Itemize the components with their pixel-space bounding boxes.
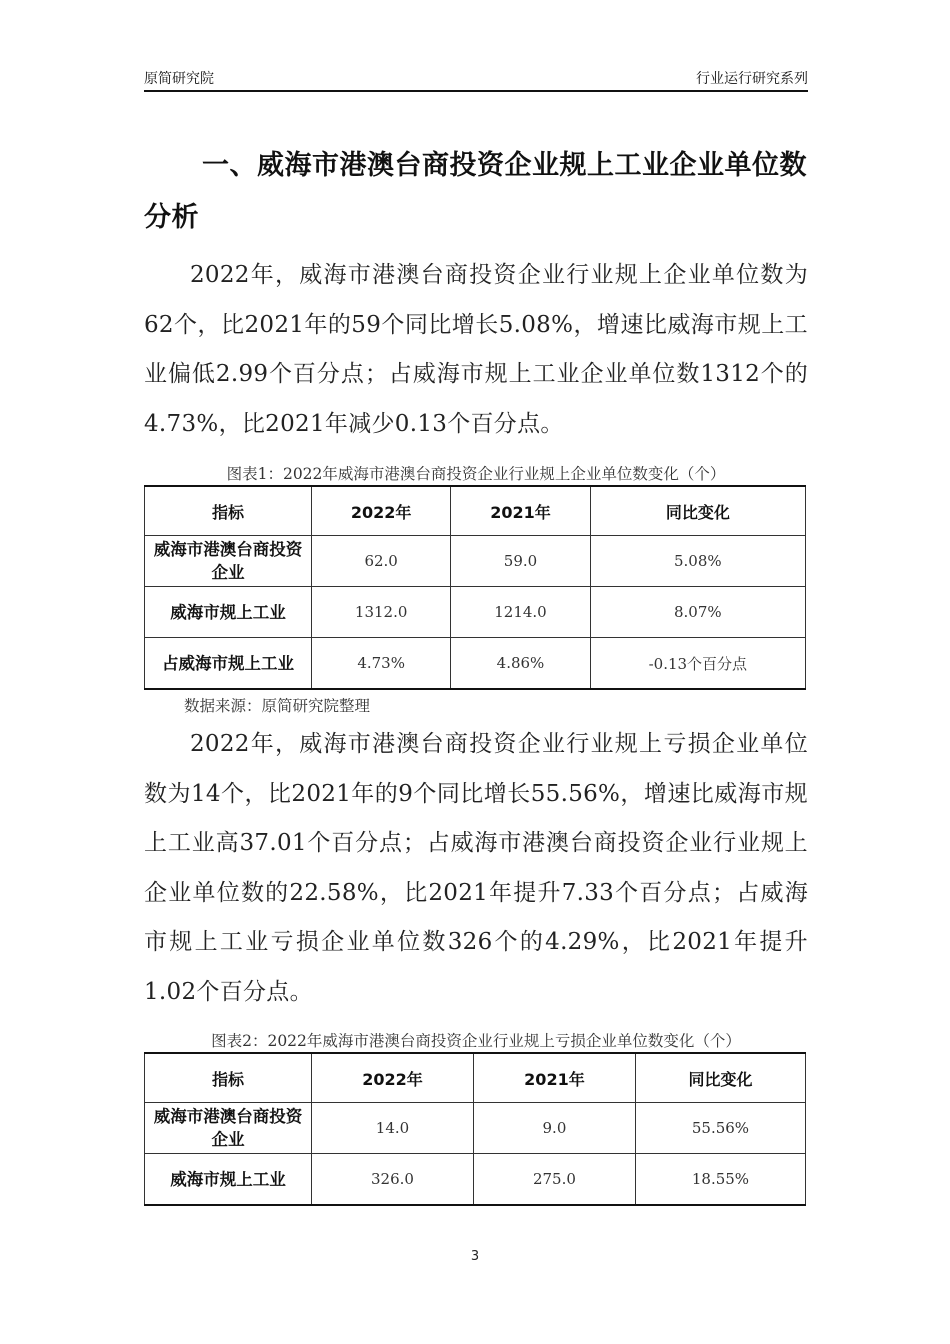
cell-yoy: -0.13个百分点 [590, 638, 805, 690]
cell-2022: 62.0 [312, 536, 451, 587]
table2-header-indicator: 指标 [145, 1053, 312, 1103]
row-label: 威海市规上工业 [145, 587, 312, 638]
table2-caption: 图表2：2022年威海市港澳台商投资企业行业规上亏损企业单位数变化（个） [211, 1032, 741, 1050]
table-row [145, 1154, 806, 1206]
table2-header-yoy: 同比变化 [635, 1053, 805, 1103]
table1-header-2022: 2022年 [312, 486, 451, 536]
row-label: 威海市港澳台商投资企业 [145, 536, 312, 587]
cell-2021: 59.0 [451, 536, 590, 587]
paragraph-2: 2022年，威海市港澳台商投资企业行业规上亏损企业单位数为14个，比2021年的9个同比增长55.56%，增速比威海市规上工业高37.01个百分点；占威海市港澳台商投资企业行业规上企业单位数的22.58%，比2021年提升7.33个百分点；占威海市规上工业亏损企业单位数326个的4.29%，比2021年提升1.02个百分点。 [144, 731, 808, 1005]
table-row [145, 1103, 806, 1154]
cell-2021: 9.0 [473, 1103, 635, 1154]
header-series-name: 行业运行研究系列 [696, 71, 808, 87]
row-label: 占威海市规上工业 [145, 638, 312, 690]
cell-2021: 1214.0 [451, 587, 590, 638]
section-title: 一、威海市港澳台商投资企业规上工业企业单位数分析 [144, 150, 807, 233]
cell-2021: 4.86% [451, 638, 590, 690]
table1-source: 数据来源：原简研究院整理 [184, 697, 371, 715]
cell-yoy: 55.56% [635, 1103, 805, 1154]
table-row [145, 638, 806, 690]
row-label: 威海市规上工业 [145, 1154, 312, 1206]
table2 [144, 1052, 806, 1206]
table2-header-2021: 2021年 [473, 1053, 635, 1103]
cell-yoy: 5.08% [590, 536, 805, 587]
cell-2022: 326.0 [312, 1154, 474, 1206]
cell-2022: 1312.0 [312, 587, 451, 638]
table-row [145, 536, 806, 587]
header-org-name: 原简研究院 [144, 71, 214, 87]
table1-header-row [145, 486, 806, 536]
table1-header-2021: 2021年 [451, 486, 590, 536]
cell-yoy: 8.07% [590, 587, 805, 638]
table1-caption: 图表1：2022年威海市港澳台商投资企业行业规上企业单位数变化（个） [226, 465, 726, 483]
table1 [144, 485, 806, 690]
page-number: 3 [470, 1249, 480, 1264]
cell-2021: 275.0 [473, 1154, 635, 1206]
row-label: 威海市港澳台商投资企业 [145, 1103, 312, 1154]
paragraph-1: 2022年，威海市港澳台商投资企业行业规上企业单位数为62个，比2021年的59个同比增长5.08%，增速比威海市规上工业偏低2.99个百分点；占威海市规上工业企业单位数1312个的4.73%，比2021年减少0.13个百分点。 [144, 262, 808, 437]
table2-header-row [145, 1053, 806, 1103]
table1-header-yoy: 同比变化 [590, 486, 805, 536]
page-header [144, 66, 808, 92]
cell-2022: 14.0 [312, 1103, 474, 1154]
table2-header-2022: 2022年 [312, 1053, 474, 1103]
table-row [145, 587, 806, 638]
table1-header-indicator: 指标 [145, 486, 312, 536]
cell-yoy: 18.55% [635, 1154, 805, 1206]
cell-2022: 4.73% [312, 638, 451, 690]
